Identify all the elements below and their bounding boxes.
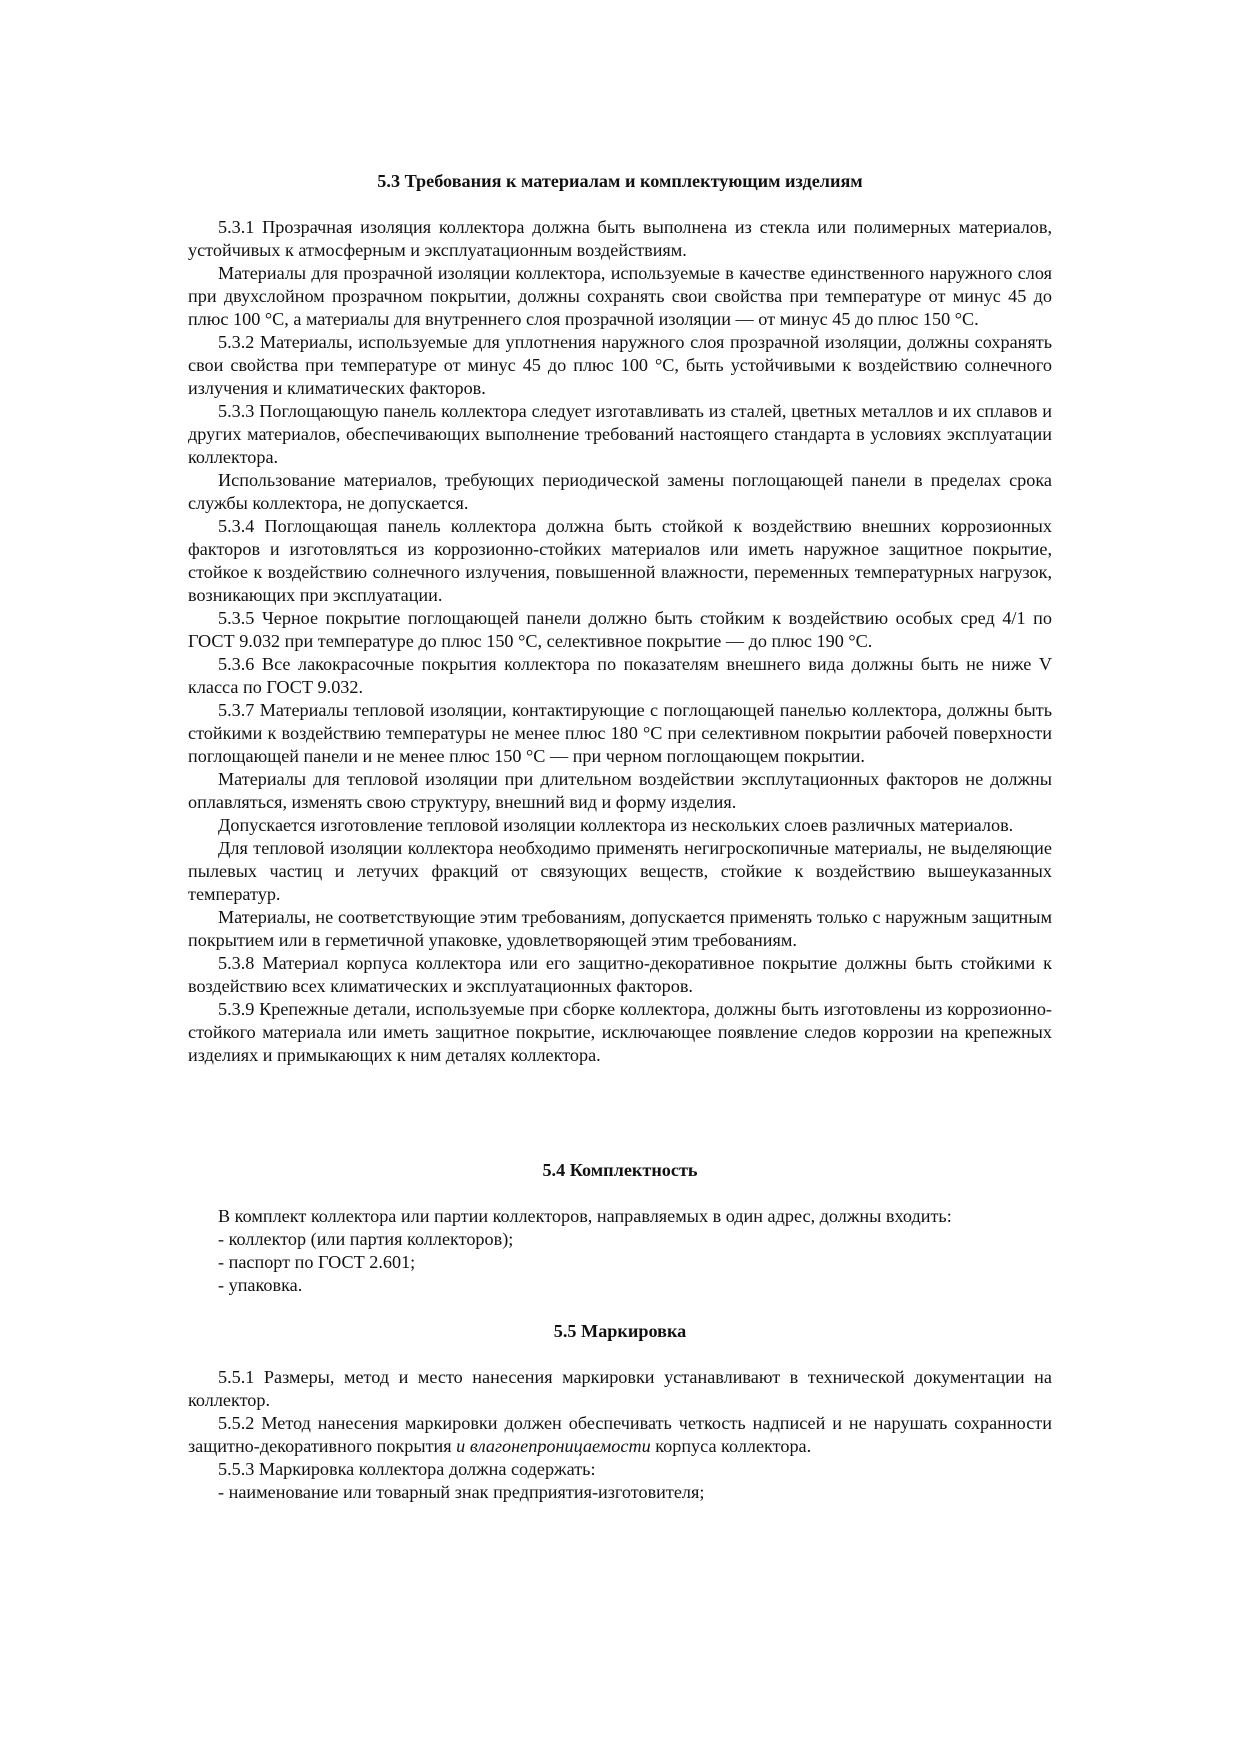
paragraph-5-5-1: 5.5.1 Размеры, метод и место нанесения маркировки устанавливают в технической документации на коллектор. [188, 1367, 1052, 1410]
paragraph-5-3-2: 5.3.2 Материалы, используемые для уплотнения наружного слоя прозрачной изоляции, должны сохранять свои свойства при температуре от минус 45 до плюс 100 °С, быть устойчивыми к воздействию солнечного излучения и климатических факторов. [188, 332, 1052, 398]
paragraph-5-5-2-end: корпуса коллектора. [650, 1436, 812, 1456]
paragraph-5-3-7-nonhygroscopic: Для тепловой изоляции коллектора необходимо применять негигроскопичные материалы, не выделяющие пылевых частиц и летучих фракций от связующих веществ, стойкие к воздействию вышеуказанных температур. [188, 838, 1052, 904]
spacer [188, 1343, 1052, 1366]
spacer [188, 1067, 1052, 1159]
paragraph-5-3-7-thermal: Материалы для тепловой изоляции при длительном воздействии эксплутационных факторов не должны оплавляться, изменять свою структуру, внешний вид и форму изделия. [188, 769, 1052, 812]
paragraph-5-3-4: 5.3.4 Поглощающая панель коллектора должна быть стойкой к воздействию внешних коррозионных факторов и изготовляться из коррозионно-стойких материалов или иметь наружное защитное покрытие, стойкое к воздействию солнечного излучения, повышенной влажности, переменных температурных нагрузок, возникающих при эксплуатации. [188, 516, 1052, 605]
list-item: - упаковка. [218, 1275, 303, 1295]
spacer [188, 1297, 1052, 1320]
document-page [188, 170, 1052, 1504]
paragraph-5-5-2 [188, 1412, 1052, 1458]
paragraph-5-5-3: 5.5.3 Маркировка коллектора должна содержать: [218, 1459, 596, 1479]
paragraph-5-3-3: 5.3.3 Поглощающую панель коллектора следует изготавливать из сталей, цветных металлов и их сплавов и других материалов, обеспечивающих выполнение требований настоящего стандарта в условиях эксплуатации коллектора. [188, 401, 1052, 467]
paragraph-5-3-3-usage: Использование материалов, требующих периодической замены поглощающей панели в пределах срока службы коллектора, не допускается. [188, 470, 1052, 513]
spacer [188, 193, 1052, 216]
paragraph-5-3-9: 5.3.9 Крепежные детали, используемые при сборке коллектора, должны быть изготовлены из коррозионно-стойкого материала или иметь защитное покрытие, исключающее появление следов коррозии на крепежных изделиях и примыкающих к ним деталях коллектора. [188, 999, 1052, 1065]
list-item: - коллектор (или партия коллекторов); [218, 1229, 514, 1249]
paragraph-5-4-intro: В комплект коллектора или партии коллекторов, направляемых в один адрес, должны входить: [218, 1206, 952, 1226]
paragraph-5-3-8: 5.3.8 Материал корпуса коллектора или его защитно-декоративное покрытие должны быть стойкими к воздействию всех климатических и эксплуатационных факторов. [188, 953, 1052, 996]
paragraph-5-5-2-italic: и влагонепроницаемости [456, 1436, 651, 1456]
paragraph-5-3-7-exceptions: Материалы, не соответствующие этим требованиям, допускается применять только с наружным защитным покрытием или в герметичной упаковке, удовлетворяющей этим требованиям. [188, 907, 1052, 950]
paragraph-5-3-6: 5.3.6 Все лакокрасочные покрытия коллектора по показателям внешнего вида должны быть не ниже V класса по ГОСТ 9.032. [188, 654, 1052, 697]
paragraph-5-3-7: 5.3.7 Материалы тепловой изоляции, контактирующие с поглощающей панелью коллектора, должны быть стойкими к воздействию температуры не менее плюс 180 °С при селективном покрытии рабочей поверхности поглощающей панели и не менее плюс 150 °С — при черном поглощающем покрытии. [188, 700, 1052, 766]
list-item: - паспорт по ГОСТ 2.601; [218, 1252, 416, 1272]
list-item: - наименование или товарный знак предприятия-изготовителя; [218, 1482, 705, 1502]
spacer [188, 1182, 1052, 1205]
section-title-5-5: 5.5 Маркировка [553, 1321, 687, 1341]
section-title-5-3: 5.3 Требования к материалам и комплектующим изделиям [377, 171, 863, 191]
paragraph-5-3-1: 5.3.1 Прозрачная изоляция коллектора должна быть выполнена из стекла или полимерных материалов, устойчивых к атмосферным и эксплуатационным воздействиям. [188, 217, 1052, 260]
paragraph-5-5-2-text: 5.5.2 Метод нанесения маркировки должен обеспечивать четкость надписей и не нарушать сохранности защитно-декоративного покрытия [188, 1413, 1052, 1456]
paragraph-5-3-7-layers: Допускается изготовление тепловой изоляции коллектора из нескольких слоев различных материалов. [218, 815, 1014, 835]
paragraph-5-3-5: 5.3.5 Черное покрытие поглощающей панели должно быть стойким к воздействию особых сред 4/1 по ГОСТ 9.032 при температуре до плюс 150 °С, селективное покрытие — до плюс 190 °С. [188, 608, 1052, 651]
section-title-5-4: 5.4 Комплектность [542, 1160, 698, 1180]
paragraph-5-3-1-materials: Материалы для прозрачной изоляции коллектора, используемые в качестве единственного наружного слоя при двухслойном прозрачном покрытии, должны сохранять свои свойства при температуре от минус 45 до плюс 100 °С, а материалы для внутреннего слоя прозрачной изоляции — от минус 45 до плюс 150 °С. [188, 263, 1052, 329]
